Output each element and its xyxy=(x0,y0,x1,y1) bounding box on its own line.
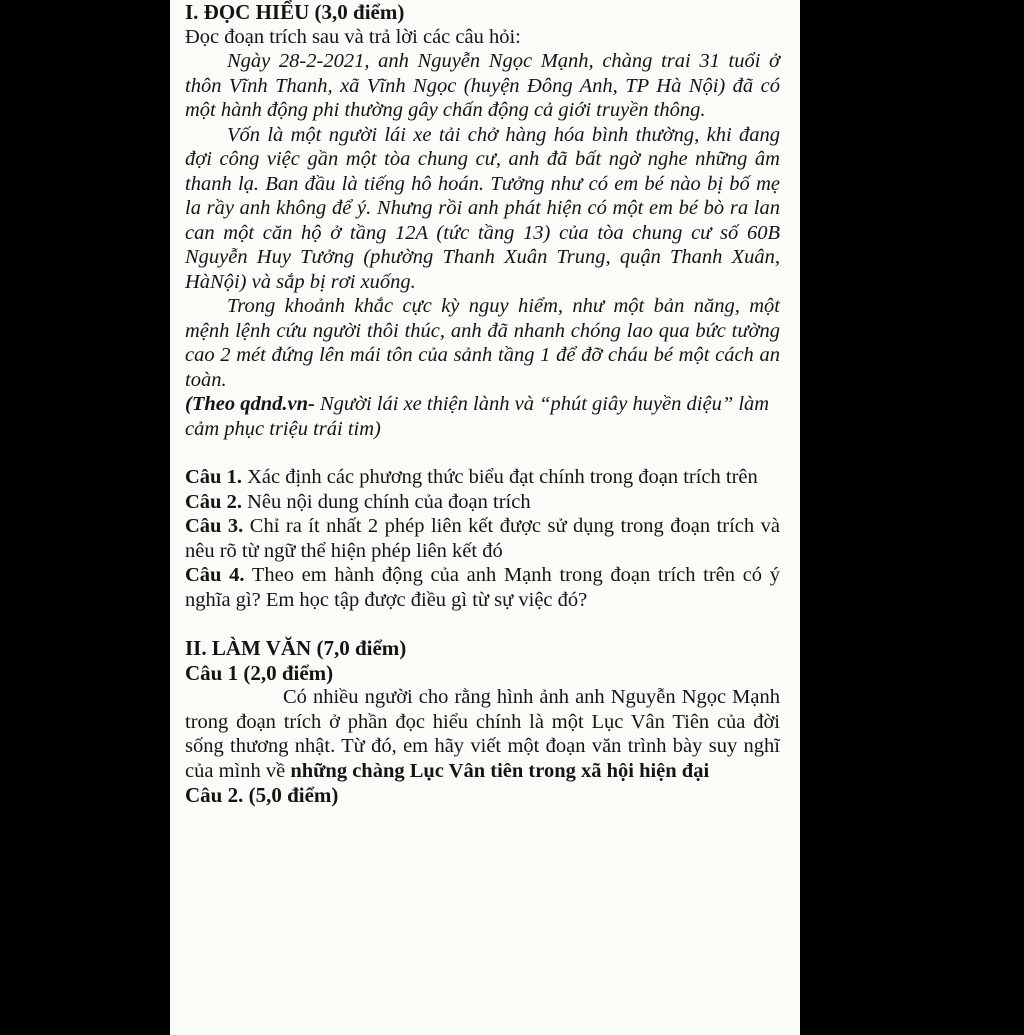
question-2-text: Nêu nội dung chính của đoạn trích xyxy=(241,490,531,513)
question-4-text: Theo em hành động của anh Mạnh trong đoạn trích trên có ý nghĩa gì? Em học tập được điều gì từ sự việc đó? xyxy=(185,564,780,611)
essay-question-1 xyxy=(185,685,780,783)
question-4-label: Câu 4. xyxy=(185,564,245,586)
essay-question-1-topic: những chàng Lục Vân tiên trong xã hội hiện đại xyxy=(290,759,710,782)
essay-question-2-label: Câu 2. (5,0 điểm) xyxy=(185,783,339,807)
passage-paragraph-1: Ngày 28-2-2021, anh Nguyễn Ngọc Mạnh, chàng trai 31 tuổi ở thôn Vĩnh Thanh, xã Vĩnh Ngọc (huyện Đông Anh, TP Hà Nội) đã có một hành động phi thường gây chấn động cả giới truyền thông. xyxy=(185,50,780,121)
document-text xyxy=(185,0,780,808)
section1-heading: I. ĐỌC HIỂU (3,0 điểm) xyxy=(185,0,405,24)
question-2 xyxy=(185,490,780,515)
source-title: Người lái xe thiện lành và “phút giây huyền diệu” làm cảm phục triệu trái tim) xyxy=(185,393,770,440)
question-3 xyxy=(185,514,780,563)
question-3-text: Chỉ ra ít nhất 2 phép liên kết được sử dụng trong đoạn trích và nêu rõ từ ngữ thể hiện phép liên kết đó xyxy=(185,515,780,562)
question-3-label: Câu 3. xyxy=(185,515,244,537)
question-1-label: Câu 1. xyxy=(185,466,242,488)
passage-paragraph-3: Trong khoảnh khắc cực kỳ nguy hiểm, như một bản năng, một mệnh lệnh cứu người thôi thúc, anh đã nhanh chóng lao qua bức tường cao 2 mét đứng lên mái tôn của sảnh tầng 1 để đỡ cháu bé một cách an toàn. xyxy=(185,295,780,391)
section2-heading: II. LÀM VĂN (7,0 điểm) xyxy=(185,636,407,660)
essay-question-1-text: Có nhiều người cho rằng hình ảnh anh Nguyễn Ngọc Mạnh trong đoạn trích ở phần đọc hiểu chính là một Lục Vân Tiên của đời sống thương nhật. Từ đó, em hãy viết một đoạn văn trình bày suy nghĩ của mình về xyxy=(185,686,780,782)
question-1 xyxy=(185,465,780,490)
question-1-text: Xác định các phương thức biểu đạt chính trong đoạn trích trên xyxy=(241,466,758,488)
essay-question-1-label: Câu 1 (2,0 điểm) xyxy=(185,660,334,685)
question-2-label: Câu 2. xyxy=(185,490,242,513)
instruction: Đọc đoạn trích sau và trả lời các câu hỏi: xyxy=(185,25,521,48)
passage-paragraph-2: Vốn là một người lái xe tải chở hàng hóa bình thường, khi đang đợi công việc gần một tòa chung cư, anh đã bất ngờ nghe những âm thanh lạ. Ban đầu là tiếng hô hoán. Tưởng như có em bé nào bị bố mẹ la rầy anh không để ý. Nhưng rồi anh phát hiện có một em bé bò ra lan can một căn hộ ở tầng 12A (tức tầng 13) của tòa chung cư số 60B Nguyễn Huy Tưởng (phường Thanh Xuân Trung, quận Thanh Xuân, HàNội) và sắp bị rơi xuống. xyxy=(185,123,780,293)
source-site: (Theo qdnd.vn- xyxy=(185,393,315,415)
source-citation xyxy=(185,392,780,441)
document-page xyxy=(170,0,800,1035)
question-4 xyxy=(185,563,780,612)
